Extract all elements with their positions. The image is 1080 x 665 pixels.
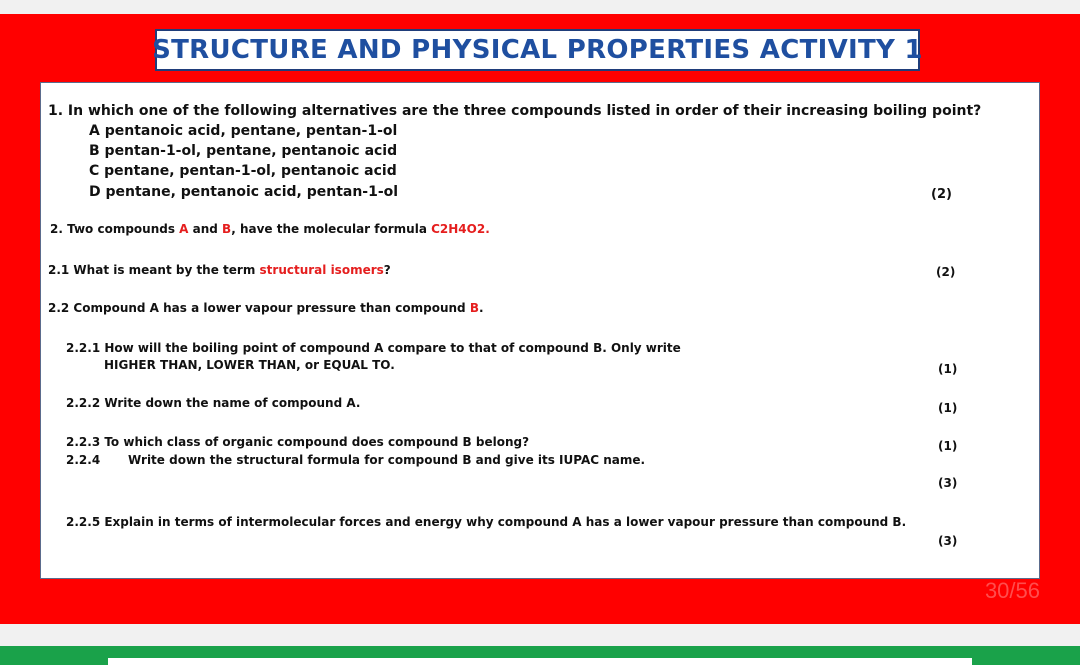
page-indicator: 30/56: [984, 578, 1040, 603]
question-2: 2. Two compounds A and B, have the molecular formula C2H4O2.: [50, 222, 490, 236]
question-2-2-1: 2.2.1 How will the boiling point of compound A compare to that of compound B. Only write: [66, 341, 681, 355]
mark-q2-1: (2): [936, 265, 956, 279]
question-2-2-4: Write down the structural formula for compound B and give its IUPAC name.: [128, 453, 646, 467]
question-2-2: 2.2 Compound A has a lower vapour pressure than compound B.: [48, 301, 484, 315]
mark-q2-2-4: (3): [938, 476, 958, 490]
compound-b-label: B: [222, 222, 232, 236]
mark-q2-2-1: (1): [938, 362, 958, 376]
option-b: B pentan-1-ol, pentane, pentanoic acid: [89, 143, 398, 159]
mark-q2-2-5: (3): [938, 534, 958, 548]
question-2-2-4-number: 2.2.4: [66, 453, 101, 467]
question-2-2-5: 2.2.5 Explain in terms of intermolecular forces and energy why compound A has a lower vapour pressure than compound B.: [66, 515, 907, 529]
top-strip: [0, 0, 1080, 14]
slide: [0, 14, 1080, 624]
mark-q2-2-2: (1): [938, 401, 958, 415]
question-2-1: 2.1 What is meant by the term structural isomers?: [48, 263, 391, 277]
toolbar-handle[interactable]: [108, 658, 972, 665]
question-2-2-2: 2.2.2 Write down the name of compound A.: [66, 396, 361, 410]
option-a: A pentanoic acid, pentane, pentan-1-ol: [89, 123, 398, 139]
title-box: [152, 29, 923, 71]
question-2-2-3: 2.2.3 To which class of organic compound does compound B belong?: [66, 435, 530, 449]
option-d: D pentane, pentanoic acid, pentan-1-ol: [89, 184, 399, 200]
question-panel: [40, 82, 1040, 579]
question-2-2-1-options: HIGHER THAN, LOWER THAN, or EQUAL TO.: [104, 358, 395, 372]
option-c: C pentane, pentan-1-ol, pentanoic acid: [89, 163, 397, 179]
structural-isomers-term: structural isomers: [259, 263, 384, 277]
molecular-formula: C2H4O2.: [431, 222, 490, 236]
compound-b-red: B: [469, 301, 479, 315]
slide-title: STRUCTURE AND PHYSICAL PROPERTIES ACTIVITY 1: [152, 35, 923, 65]
compound-a-label: A: [179, 222, 189, 236]
mark-q2-2-3: (1): [938, 439, 958, 453]
question-1: 1. In which one of the following alternatives are the three compounds listed in order of their increasing boiling point?: [48, 103, 982, 119]
mark-q1: (2): [931, 187, 952, 202]
